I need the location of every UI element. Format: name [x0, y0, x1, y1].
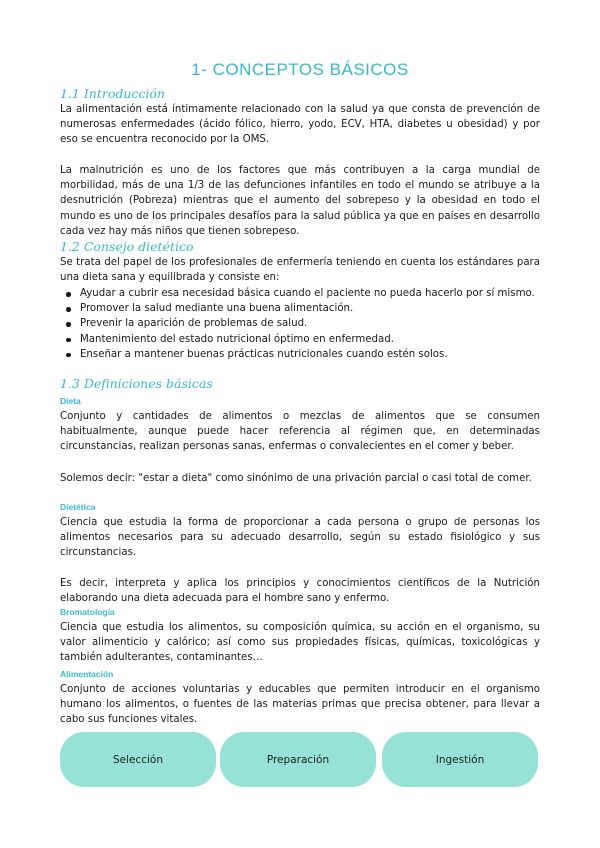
dieta-paragraph-1: Conjunto y cantidades de alimentos o mezclas de alimentos que se consumen habitualmente, aunque puede hacer referencia al régimen que, en determinadas circunstancias, realizan personas sanas, enfermas o convalecientes en el comer y beber. — [60, 411, 540, 453]
step-pill-seleccion: Selección — [60, 732, 216, 787]
dieta-paragraph-2: Solemos decir: "estar a dieta" como sinónimo de una privación parcial o casi total de comer. — [60, 473, 532, 484]
term-label-dieta: Dieta — [60, 396, 81, 406]
step-pill-preparacion: Preparación — [220, 732, 376, 787]
intro-paragraph-1: La alimentación está íntimamente relacionado con la salud ya que consta de prevención de numerosas enfermedades (ácido fólico, hierro, yodo, ECV, HTA, diabetes u obesidad) y por eso se encuentra reconocido por la OMS. — [60, 104, 540, 146]
section-heading-introduccion: 1.1 Introducción — [60, 86, 165, 101]
consejo-bullet-list — [60, 286, 540, 362]
intro-paragraph-2: La malnutrición es uno de los factores que más contribuyen a la carga mundial de morbilidad, más de una 1/3 de las defunciones infantiles en todo el mundo se atribuye a la desnutrición (Pobreza) mientras que el aumento del sobrepeso y la obesidad en todo el mundo es uno de los principales desafíos para la salud pública ya que en países en desarrollo cada vez hay más niños que tienen sobrepeso. — [60, 165, 540, 237]
consejo-paragraph: Se trata del papel de los profesionales de enfermería teniendo en cuenta los estándares para una dieta sana y equilibrada y consiste en: — [60, 257, 540, 284]
step-pill-ingestion: Ingestión — [382, 732, 538, 787]
bromatologia-paragraph: Ciencia que estudia los alimentos, su composición química, su acción en el organismo, su valor alimenticio y calórico; así como sus propiedades físicas, químicas, toxicológicas y también adulterantes, contaminantes… — [60, 622, 540, 664]
alimentacion-paragraph: Conjunto de acciones voluntarias y educables que permiten introducir en el organismo humano los alimentos, o fuentes de las materias primas que precisa obtener, para llevar a cabo sus funciones vitales. — [60, 684, 540, 726]
list-item: Ayudar a cubrir esa necesidad básica cuando el paciente no pueda hacerlo por sí mismo. — [60, 286, 540, 301]
term-label-alimentacion: Alimentación — [60, 669, 114, 679]
list-item: Mantenimiento del estado nutricional óptimo en enfermedad. — [60, 332, 540, 347]
section-heading-definiciones: 1.3 Definiciones básicas — [60, 376, 213, 391]
section-heading-consejo: 1.2 Consejo dietético — [60, 239, 194, 254]
list-item: Promover la salud mediante una buena alimentación. — [60, 301, 540, 316]
list-item: Prevenir la aparición de problemas de salud. — [60, 316, 540, 331]
term-label-dietetica: Dietética — [60, 502, 96, 512]
term-label-bromatologia: Bromatología — [60, 607, 115, 617]
list-item: Enseñar a mantener buenas prácticas nutricionales cuando estén solos. — [60, 347, 540, 362]
dietetica-paragraph-2: Es decir, interpreta y aplica los principios y conocimientos científicos de la Nutrición elaborando una dieta adecuada para el hombre sano y enfermo. — [60, 578, 540, 605]
dietetica-paragraph-1: Ciencia que estudia la forma de proporcionar a cada persona o grupo de personas los alimentos necesarios para su adecuado desarrollo, según su estado fisiológico y sus circunstancias. — [60, 517, 540, 559]
page-title: 1- CONCEPTOS BÁSICOS — [191, 60, 409, 79]
